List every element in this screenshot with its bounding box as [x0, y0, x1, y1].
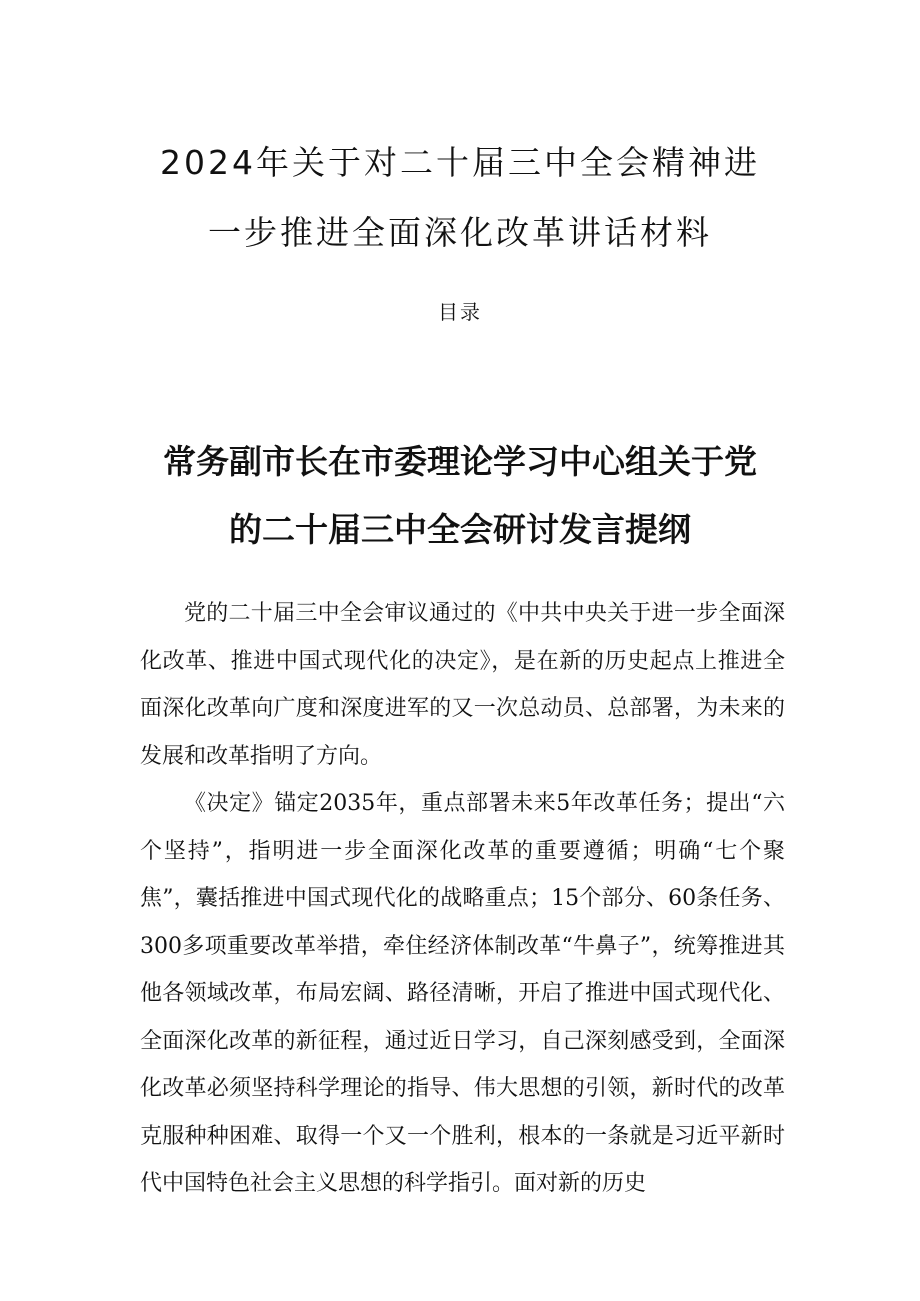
- document-title-line-1: 2024年关于对二十届三中全会精神进: [160, 143, 760, 182]
- table-of-contents-label: 目录: [438, 300, 482, 324]
- section-title-line-2: 的二十届三中全会研讨发言提纲: [229, 510, 691, 549]
- section-title: [120, 428, 800, 564]
- document-title: [140, 128, 780, 268]
- section-title-line-1: 常务副市长在市委理论学习中心组关于党: [163, 442, 757, 481]
- body-text: [140, 590, 785, 1208]
- document-title-line-2: 一步推进全面深化改革讲话材料: [208, 213, 712, 252]
- paragraph-1: 党的二十届三中全会审议通过的《中共中央关于进一步全面深化改革、推进中国式现代化的决定》，是在新的历史起点上推进全面深化改革向广度和深度进军的又一次总动员、总部署，为未来的发展和改革指明了方向。: [140, 601, 785, 769]
- paragraph-2: 《决定》锚定2035年，重点部署未来5年改革任务；提出“六个坚持”，指明进一步全面深化改革的重要遵循；明确“七个聚焦”，囊括推进中国式现代化的战略重点；15个部分、60条任务、300多项重要改革举措，牵住经济体制改革“牛鼻子”，统筹推进其他各领域改革，布局宏阔、路径清晰，开启了推进中国式现代化、全面深化改革的新征程，通过近日学习，自己深刻感受到，全面深化改革必须坚持科学理论的指导、伟大思想的引领，新时代的改革克服种种困难、取得一个又一个胜利，根本的一条就是习近平新时代中国特色社会主义思想的科学指引。面对新的历史: [140, 791, 785, 1196]
